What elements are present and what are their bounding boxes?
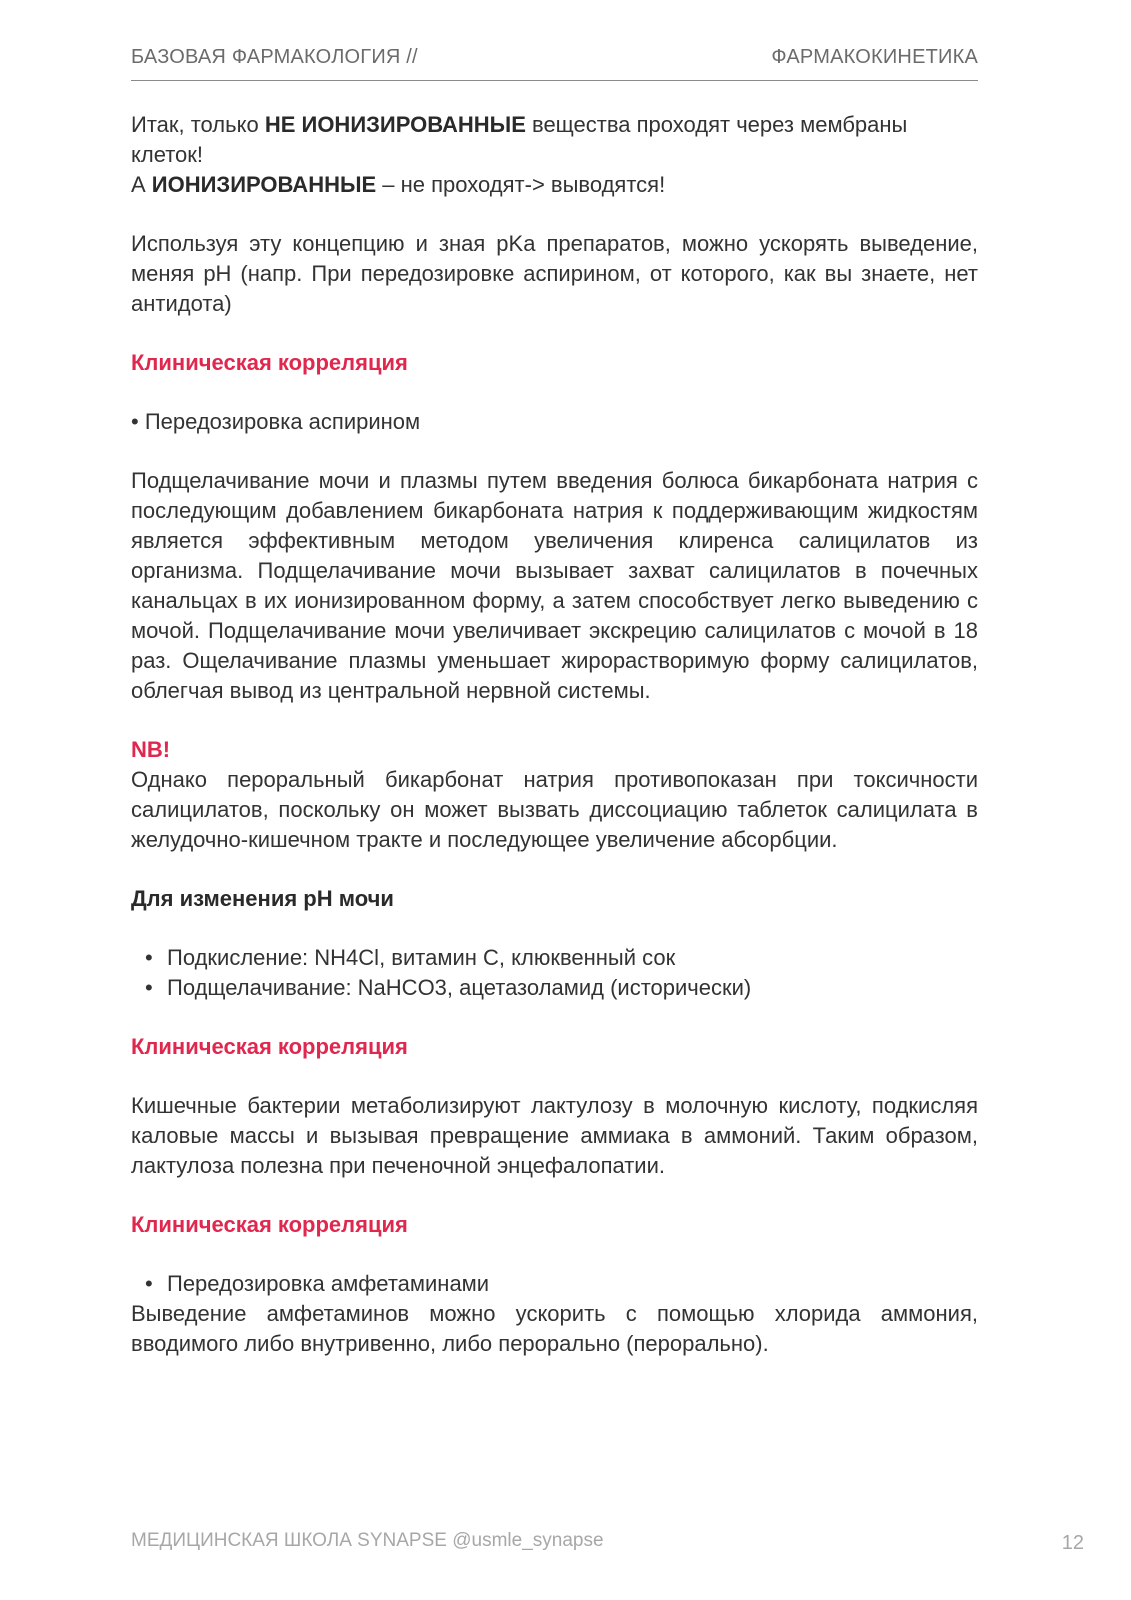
concept-paragraph: Используя эту концепцию и зная pKa препаратов, можно ускорять выведение, меняя pH (напр. При передозировке аспирином, от которого, как вы знаете, нет антидота): [131, 231, 978, 316]
lactulose-paragraph: Кишечные бактерии метаболизируют лактулозу в молочную кислоту, подкисляя каловые массы и вызывая превращение аммиака в аммоний. Таким образом, лактулоза полезна при печеночной энцефалопатии.: [131, 1093, 978, 1178]
intro-line-2: [131, 170, 978, 200]
page-header: [131, 44, 978, 81]
intro-text: – не проходят-> выводятся!: [376, 172, 666, 197]
nb-paragraph: Однако пероральный бикарбонат натрия противопоказан при токсичности салицилатов, поскольку он может вызвать диссоциацию таблеток салицилата в желудочно-кишечном тракте и последующее увеличение абсорбции.: [131, 767, 978, 852]
amphetamine-list: [131, 1269, 978, 1299]
list-item-text: Подщелачивание: NaHCO3, ацетазоламид (исторически): [167, 975, 752, 1000]
amphetamine-paragraph: Выведение амфетаминов можно ускорить с помощью хлорида аммония, вводимого либо внутривенно, либо перорально (перорально).: [131, 1301, 978, 1356]
page-content: [131, 110, 978, 1359]
intro-text: вещества проходят через мембраны клеток!: [131, 112, 908, 167]
intro-text: А: [131, 172, 152, 197]
intro-line-1: [131, 110, 978, 170]
alkalinization-paragraph: Подщелачивание мочи и плазмы путем введения болюса бикарбоната натрия с последующим добавлением бикарбоната натрия к поддерживающим жидкостям является эффективным методом увеличения клиренса салицилатов из организма. Подщелачивание мочи вызывает захват салицилатов в почечных канальцах в их ионизированном форму, а затем способствует легко выведению с мочой. Подщелачивание мочи увеличивает экскрецию салицилатов с мочой в 18 раз. Ощелачивание плазмы уменьшает жирорастворимую форму салицилатов, облегчая вывод из центральной нервной системы.: [131, 468, 978, 703]
nb-heading: NB!: [131, 737, 171, 762]
urine-ph-list: [131, 943, 978, 1003]
list-item-text: Подкисление: NH4Cl, витамин С, клюквенный сок: [167, 945, 676, 970]
clinical-correlation-heading-1: Клиническая корреляция: [131, 350, 408, 375]
intro-emphasis-ionized: ИОНИЗИРОВАННЫЕ: [151, 172, 377, 197]
list-item: • Передозировка амфетаминами: [145, 1271, 490, 1296]
intro-text: Итак, только: [131, 112, 265, 137]
page-number: 12: [1061, 1532, 1084, 1554]
header-section-title: ФАРМАКОКИНЕТИКА: [771, 46, 978, 68]
list-item: • Подкисление: NH4Cl, витамин С, клюквенный сок: [145, 945, 676, 970]
aspirin-overdose-bullet: • Передозировка аспирином: [131, 409, 421, 434]
list-item-text: Передозировка амфетаминами: [167, 1271, 490, 1296]
clinical-correlation-heading-3: Клиническая корреляция: [131, 1212, 408, 1237]
footer-school-name: МЕДИЦИНСКАЯ ШКОЛА SYNAPSE @usmle_synapse: [131, 1530, 604, 1551]
intro-emphasis-non-ionized: НЕ ИОНИЗИРОВАННЫЕ: [264, 112, 526, 137]
urine-ph-heading: Для изменения pH мочи: [131, 886, 394, 911]
clinical-correlation-heading-2: Клиническая корреляция: [131, 1034, 408, 1059]
list-item: • Подщелачивание: NaHCO3, ацетазоламид (исторически): [145, 975, 752, 1000]
header-course-title: БАЗОВАЯ ФАРМАКОЛОГИЯ //: [131, 46, 418, 68]
